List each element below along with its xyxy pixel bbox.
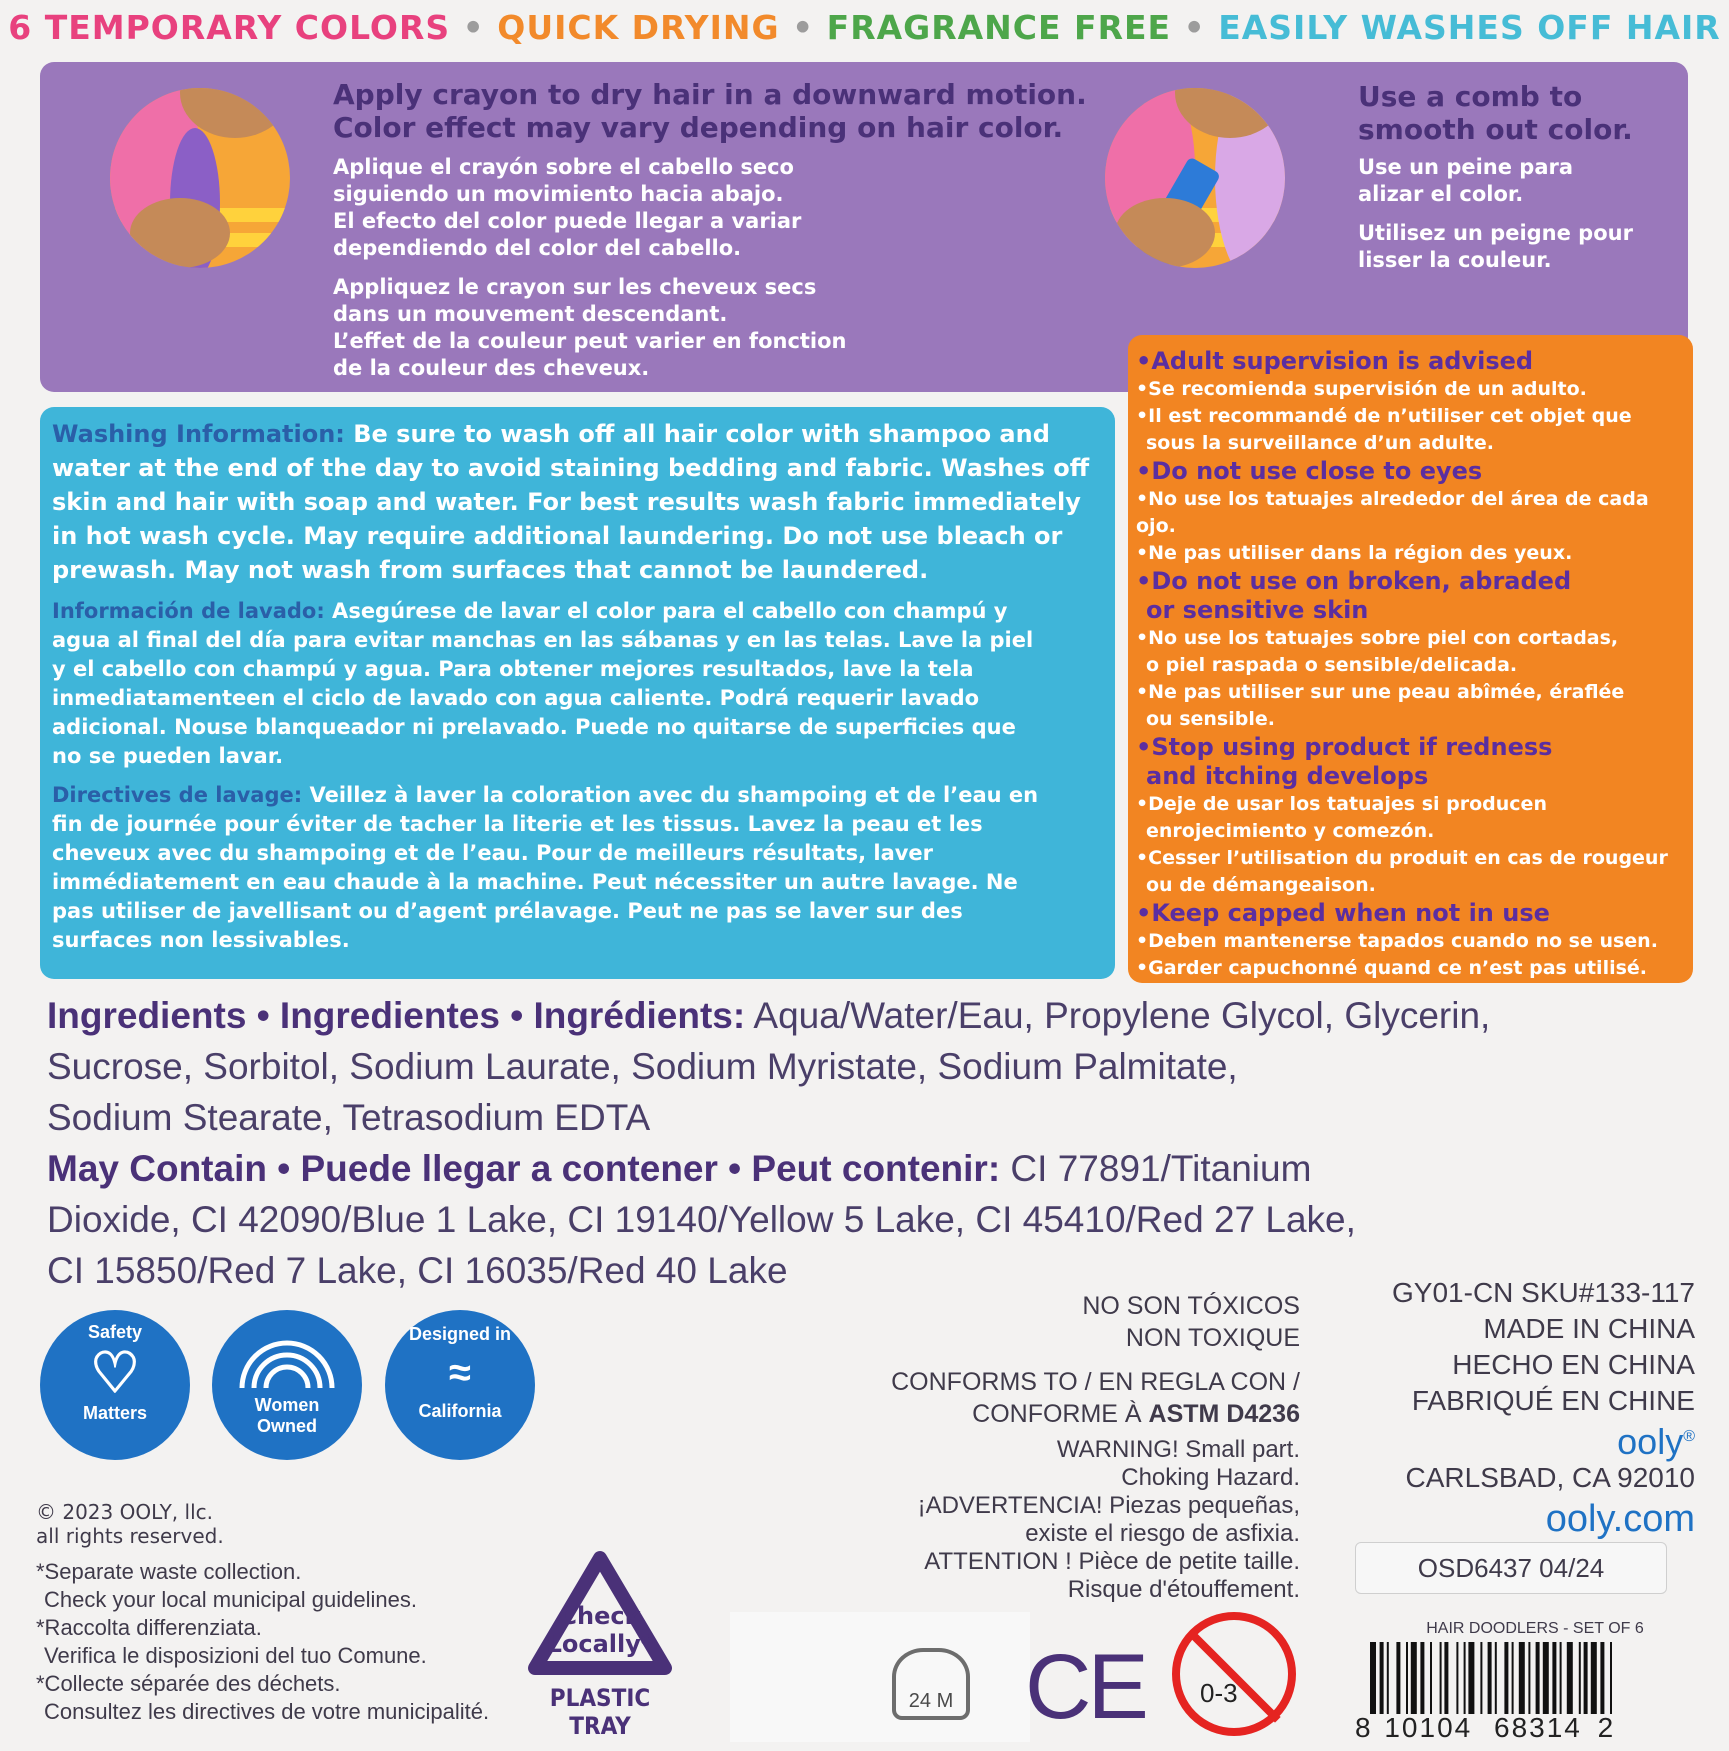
- washing-label-es: Información de lavado:: [52, 599, 325, 623]
- barcode-bar: [1543, 1642, 1549, 1714]
- ingredients-block: Ingredients • Ingredientes • Ingrédients: Aqua/Water/Eau, Propylene Glycol, Glycerin, Sucrose, Sorbitol, Sodium Laurate, Sodium Myristate, Sodium Palmitate, Sodium Stearate, Tetrasodium EDTA May Contain • Puede llegar a contener • Peut contenir: CI 77891/Titanium Dioxide, CI 42090/Blue 1 Lake, CI 19140/Yellow 5 Lake, CI 45410/Red 27 Lake, CI 15850/Red 7 Lake, CI 16035/Red 40 Lake: [47, 995, 1491, 1291]
- barcode: [1370, 1642, 1670, 1714]
- website-link[interactable]: ooly.com: [1545, 1498, 1695, 1540]
- waves-icon: ≈: [449, 1351, 471, 1395]
- barcode-bar: [1430, 1642, 1432, 1714]
- copyright: © 2023 OOLY, llc. all rights reserved.: [36, 1500, 224, 1548]
- barcode-bar: [1464, 1642, 1466, 1714]
- washing-label-en: Washing Information:: [52, 420, 345, 448]
- barcode-bar: [1480, 1642, 1482, 1714]
- ingredients-label: Ingredients • Ingredientes • Ingrédients:: [47, 995, 746, 1036]
- heart-check-icon: ♡: [89, 1341, 141, 1404]
- recycle-check-locally: Check Locally* PLASTIC TRAY: [520, 1550, 680, 1740]
- women-owned-badge: Women Owned: [212, 1310, 362, 1460]
- barcode-bar: [1552, 1642, 1556, 1714]
- safety-matters-badge: Safety ♡ Matters: [40, 1310, 190, 1460]
- barcode-bar: [1600, 1642, 1604, 1714]
- product-title-barcode: HAIR DOODLERS - SET OF 6: [1426, 1620, 1644, 1637]
- manufacturer-info: GY01-CN SKU#133-117 MADE IN CHINA HECHO EN CHINA FABRIQUÉ EN CHINE ooly® CARLSBAD, CA 92010 ooly.com: [1340, 1275, 1695, 1542]
- barcode-digits: 8 10104 68314 2: [1355, 1712, 1614, 1743]
- compliance-text: NO SON TÓXICOS NON TOXIQUE CONFORMS TO / EN REGLA CON / CONFORME À ASTM D4236 WARNING! Small part. Choking Hazard. ¡ADVERTENCIA! Piezas pequeñas, existe el riesgo de asfixia. ATTENTION ! Pièce de petite taille. Risque d'étouffement.: [891, 1292, 1300, 1603]
- barcode-bar: [1444, 1642, 1448, 1714]
- barcode-bar: [1411, 1642, 1417, 1714]
- barcode-bar: [1440, 1642, 1442, 1714]
- rainbow-icon: [232, 1330, 342, 1390]
- barcode-bar: [1567, 1642, 1573, 1714]
- barcode-bar: [1579, 1642, 1581, 1714]
- apply-crayon-illustration: [110, 88, 290, 268]
- barcode-bar: [1387, 1642, 1389, 1714]
- ooly-logo: ooly®: [1617, 1421, 1695, 1462]
- may-contain-label: May Contain • Puede llegar a contener • Peut contenir:: [47, 1148, 1001, 1189]
- comb-instructions: Use a comb to smooth out color. Use un peine para alizar el color. Utilisez un peigne pour lisser la couleur.: [1358, 80, 1633, 272]
- comb-illustration: [1105, 88, 1285, 268]
- waste-collection-notice: *Separate waste collection. Check your local municipal guidelines. *Raccolta differenziata. Verifica le disposizioni del tuo Comune. *Collecte séparée des déchets. Consultez les directives de votre municipalité.: [36, 1559, 490, 1724]
- barcode-bar: [1610, 1642, 1612, 1714]
- barcode-bar: [1396, 1642, 1400, 1714]
- barcode-bar: [1370, 1642, 1376, 1714]
- feature-quick-drying: QUICK DRYING: [497, 8, 780, 47]
- barcode-bar: [1420, 1642, 1424, 1714]
- ce-mark-icon: CE: [1025, 1636, 1145, 1738]
- barcode-bar: [1488, 1642, 1492, 1714]
- barcode-bar: [1536, 1642, 1540, 1714]
- astm-standard: ASTM D4236: [1148, 1400, 1300, 1428]
- period-after-opening-icon: 24 M: [892, 1648, 970, 1720]
- barcode-bar: [1584, 1642, 1588, 1714]
- lot-code: OSD6437 04/24: [1355, 1542, 1667, 1594]
- age-warning-icon: 0-3: [1172, 1612, 1296, 1736]
- barcode-bar: [1591, 1642, 1597, 1714]
- barcode-bar: [1512, 1642, 1514, 1714]
- feature-washes-off: EASILY WASHES OFF HAIR: [1218, 8, 1721, 47]
- feature-temporary-colors: 6 TEMPORARY COLORS: [8, 8, 451, 47]
- barcode-bar: [1468, 1642, 1474, 1714]
- barcode-bar: [1406, 1642, 1408, 1714]
- barcode-bar: [1560, 1642, 1562, 1714]
- feature-fragrance-free: FRAGRANCE FREE: [826, 8, 1172, 47]
- feature-banner: 6 TEMPORARY COLORS • QUICK DRYING • FRAGRANCE FREE • EASILY WASHES OFF HAIR: [8, 8, 1721, 47]
- apply-instructions: Apply crayon to dry hair in a downward motion. Color effect may vary depending on hair color. Aplique el crayón sobre el cabello seco siguiendo un movimiento hacia abajo. El efecto del color puede llegar a variar dependiendo del color del cabello. Appliquez le crayon sur les cheveux secs dans un mouvement descendant. L’effet de la couleur peut varier en fonction de la couleur des cheveux.: [333, 78, 1087, 380]
- safety-warnings-panel: •Adult supervision is advised •Se recomienda supervisión de un adulto. •Il est recommandé de n’utiliser cet objet que sous la surveillance d’un adulte. •Do not use close to eyes •No use los tatuajes alrededor del área de cada ojo. •Ne pas utiliser dans la région des yeux. •Do not use on broken, abraded or sensitive skin •No use los tatuajes sobre piel con cortadas, o piel raspada o sensible/delicada. •Ne pas utiliser sur une peau abîmée, éraflée ou sensible. •Stop using product if redness and itching develops •Deje de usar los tatuajes si producen enrojecimiento y comezón. •Cesser l’utilisation du produit en cas de rougeur ou de démangeaison. •Keep capped when not in use •Deben mantenerse tapados cuando no se usen. •Garder capuchonné quand ce n’est pas utilisé.: [1128, 335, 1693, 983]
- barcode-bar: [1528, 1642, 1530, 1714]
- barcode-bar: [1519, 1642, 1525, 1714]
- barcode-bar: [1380, 1642, 1384, 1714]
- barcode-bar: [1456, 1642, 1458, 1714]
- barcode-bar: [1504, 1642, 1508, 1714]
- designed-in-california-badge: Designed in ≈ California: [385, 1310, 535, 1460]
- washing-info-panel: Washing Information: Be sure to wash off all hair color with shampoo and water at the end of the day to avoid staining bedding and fabric. Washes off skin and hair with soap and water. For best results wash fabric immediately in hot wash cycle. May require additional laundering. Do not use bleach or prewash. May not wash from surfaces that cannot be laundered. Información de lavado: Asegúrese de lavar el color para el cabello con champú y agua al final del día para evitar manchas en las sábanas y en las telas. Lave la piel y el cabello con champú y agua. Para obtener mejores resultados, lave la tela inmediatamenteen el ciclo de lavado con agua caliente. Podrá requerir lavado adicional. Nouse blanqueador ni prelavado. Puede no quitarse de superficies que no se pueden lavar. Directives de lavage: Veillez à laver la coloration avec du shampoing et de l’eau en fin de journée pour éviter de tacher la literie et les tissus. Lavez la peau et les cheveux avec du shampoing et de l’eau. Pour de meilleurs résultats, laver immédiatement en eau chaude à la machine. Peut nécessiter un autre lavage. Ne pas utiliser de javellisant ou d’agent prélavage. Peut ne pas se laver sur des surfaces non lessivables.: [40, 407, 1115, 979]
- barcode-bar: [1495, 1642, 1497, 1714]
- washing-label-fr: Directives de lavage:: [52, 783, 303, 807]
